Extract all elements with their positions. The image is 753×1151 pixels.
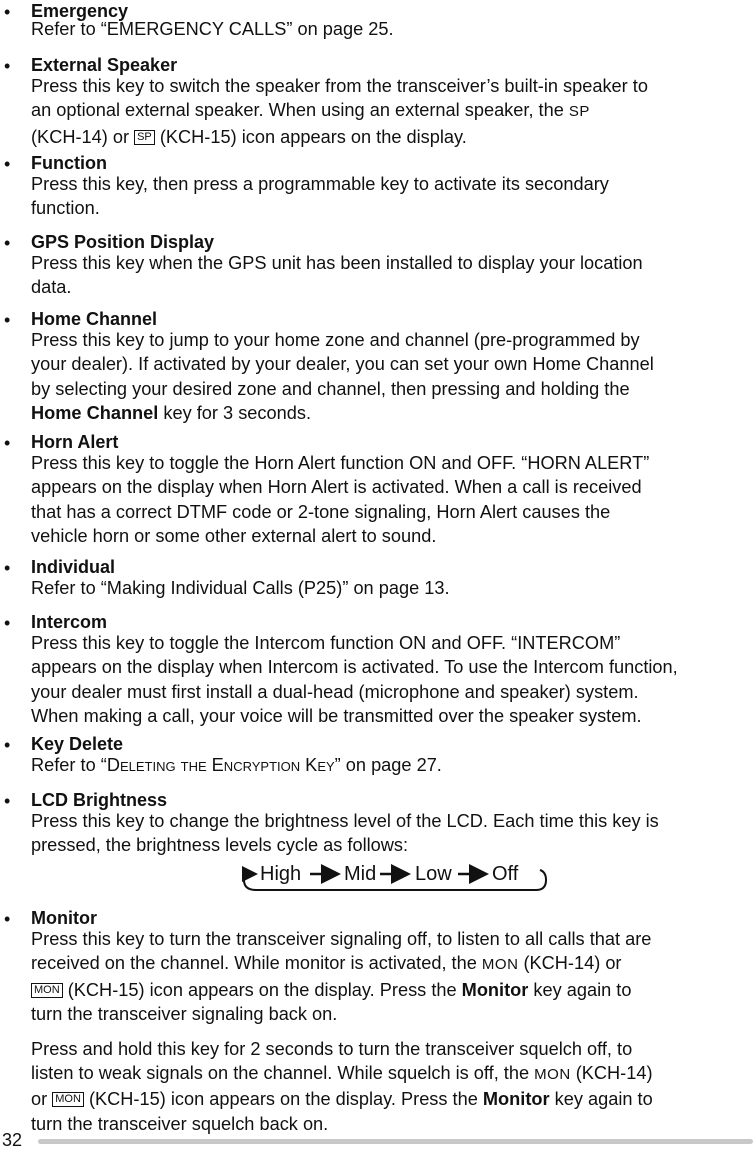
bullet: • xyxy=(4,310,11,330)
mon-display-icon: MON xyxy=(534,1066,571,1084)
bullet: • xyxy=(4,613,11,633)
desc-home-channel: Press this key to jump to your home zone and channel (pre-programmed by your dealer). If activated by your dealer, you can set your own Home Channel by selecting your desired zone and channel, then pressing and holding the Home Channel key for 3 seconds. xyxy=(31,330,654,424)
desc-emergency: Refer to “EMERGENCY CALLS” on page 25. xyxy=(31,19,394,39)
cycle-step-high: High xyxy=(260,863,302,885)
bullet: • xyxy=(4,791,11,811)
cycle-step-mid: Mid xyxy=(344,863,377,885)
term-home-channel: Home Channel xyxy=(31,309,158,329)
term-key-delete: Key Delete xyxy=(31,734,124,754)
footer-rule xyxy=(38,1139,753,1144)
term-emergency: Emergency xyxy=(31,1,129,21)
desc-monitor: Press this key to turn the transceiver signaling off, to listen to all calls that are received on the channel. While monitor is activated, the MON (KCH-14) or MON (KCH-15) icon appears on the display. Press the Monitor key again to turn the transceiver signaling back on. Press and hold this key for 2 seconds to turn the transceiver squelch off, to listen to weak signals on the channel. While squelch is off, the MON (KCH-14) or MON (KCH-15) icon appears on the display. Press the Monitor key again to turn the transceiver squelch back on. xyxy=(31,929,653,1134)
desc-horn-alert: Press this key to toggle the Horn Alert function ON and OFF. “HORN ALERT” appears on the display when Horn Alert is activated. When a call is received that has a correct DTMF code or 2-tone signaling, Horn Alert causes the vehicle horn or some other external alert to sound. xyxy=(31,453,650,547)
bullet: • xyxy=(4,56,11,76)
bullet: • xyxy=(4,433,11,453)
bullet: • xyxy=(4,233,11,253)
page-number: 32 xyxy=(2,1130,23,1150)
desc-external-speaker: Press this key to switch the speaker from the transceiver’s built-in speaker to an optional external speaker. When using an external speaker, the SP (KCH-14) or SP (KCH-15) icon appears on the display. xyxy=(31,76,648,147)
sp-display-icon: SP xyxy=(568,103,590,121)
cross-reference: Deleting the Encryption Key xyxy=(106,755,335,775)
mon-boxed-icon: MON xyxy=(31,983,63,998)
desc-key-delete: Refer to “Deleting the Encryption Key” on page 27. xyxy=(31,755,442,775)
cycle-step-low: Low xyxy=(415,863,452,885)
bullet: • xyxy=(4,2,11,22)
term-function: Function xyxy=(31,153,107,173)
mon-display-icon: MON xyxy=(481,956,519,974)
mon-boxed-icon: MON xyxy=(52,1092,84,1107)
bullet: • xyxy=(4,909,11,929)
desc-gps: Press this key when the GPS unit has been installed to display your location data. xyxy=(31,253,643,298)
desc-function: Press this key, then press a programmable key to activate its secondary function. xyxy=(31,174,609,219)
bullet: • xyxy=(4,558,11,578)
term-lcd-brightness: LCD Brightness xyxy=(31,790,168,810)
cycle-step-off: Off xyxy=(492,863,519,885)
term-intercom: Intercom xyxy=(31,612,108,632)
term-individual: Individual xyxy=(31,557,116,577)
desc-intercom: Press this key to toggle the Intercom function ON and OFF. “INTERCOM” appears on the display when Intercom is activated. To use the Intercom function, your dealer must first install a dual-head (microphone and speaker) system. When making a call, your voice will be transmitted over the speaker system. xyxy=(31,633,678,727)
term-external-speaker: External Speaker xyxy=(31,55,178,75)
sp-boxed-icon: SP xyxy=(134,130,155,145)
bullet: • xyxy=(4,735,11,755)
term-gps: GPS Position Display xyxy=(31,232,215,252)
desc-lcd-brightness: Press this key to change the brightness level of the LCD. Each time this key is pressed, the brightness levels cycle as follows: xyxy=(31,811,659,856)
bullet: • xyxy=(4,154,11,174)
term-monitor: Monitor xyxy=(31,908,97,928)
brightness-cycle-diagram xyxy=(240,860,550,896)
desc-individual: Refer to “Making Individual Calls (P25)” on page 13. xyxy=(31,578,450,598)
term-horn-alert: Horn Alert xyxy=(31,432,119,452)
